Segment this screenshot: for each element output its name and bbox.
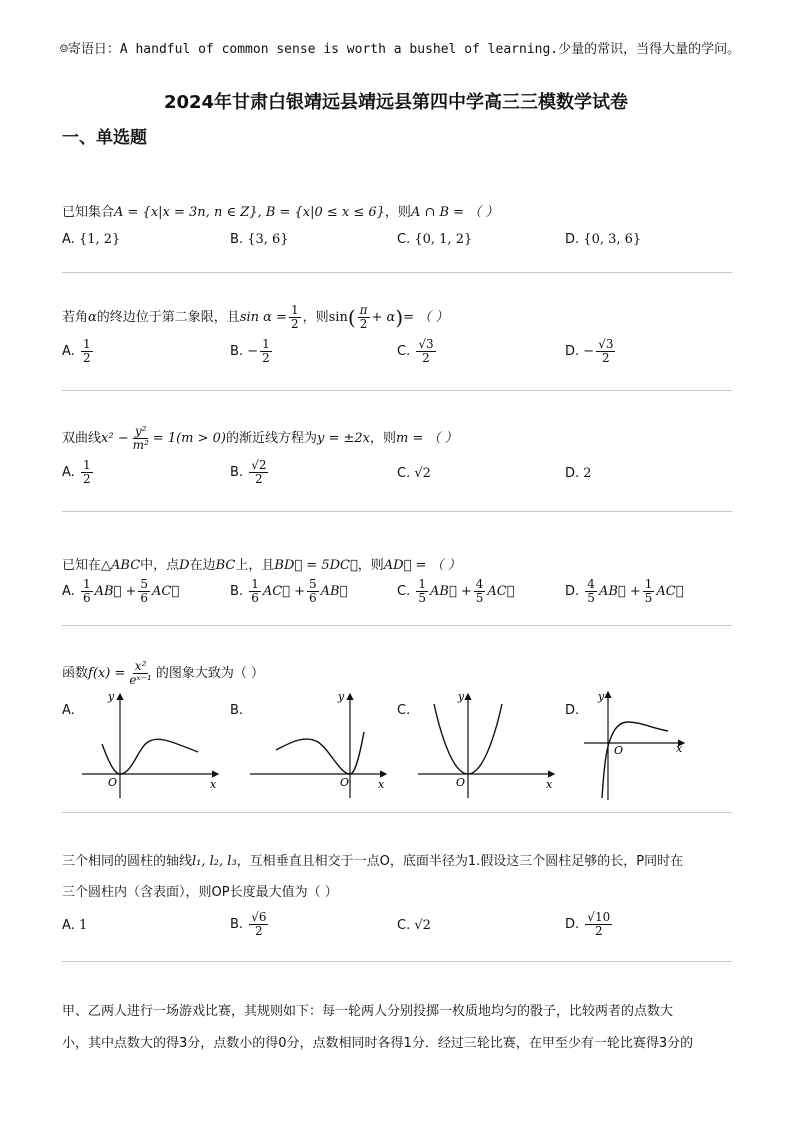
x-axis-label: x — [546, 778, 553, 791]
y-axis-label: y — [598, 690, 605, 703]
q4-option-d[interactable]: D. $\frac{4}{5}$ AB⃗ + $\frac{1}{5}$ AC⃗ — [565, 577, 684, 605]
question-7-stem-line1: 甲、乙两人进行一场游戏比赛，其规则如下：每一轮两人分别投掷一枚质地均匀的骰子，比较两者的点数大 — [62, 1004, 674, 1019]
question-6-stem-line2: 三个圆柱内（含表面），则OP长度最大值为（ ） — [62, 885, 338, 900]
divider — [62, 272, 732, 273]
q2-option-b[interactable]: B. − $\frac{1}{2}$ — [230, 337, 270, 365]
x-axis-label: x — [676, 742, 683, 755]
q6-option-a[interactable]: A. 1 — [62, 918, 88, 933]
q6-option-b[interactable]: B. $\frac{√6}{2}$ — [230, 910, 267, 938]
origin-label: O — [456, 776, 466, 789]
question-2-stem: 若角α的终边位于第二象限，且sin α = $\frac{1}{2}$ ，则sin( $\frac{\pi}{2}$ + α)= （ ） — [62, 303, 449, 331]
question-4-stem: 已知在△ABC中，点D在边BC上，且BD⃗ = 5DC⃗，则AD⃗ = （ ） — [62, 558, 461, 573]
q5-graph-c — [416, 690, 561, 800]
motto-line: ☺寄语日：A handful of common sense is worth a bushel of learning.少量的常识，当得大量的学问。 — [60, 42, 741, 57]
question-7-stem-line2: 小，其中点数大的得3分，点数小的得0分，点数相同时各得1分．经过三轮比赛，在甲至少有一轮比赛得3分的 — [62, 1036, 694, 1051]
q6-option-d[interactable]: D. $\frac{√10}{2}$ — [565, 910, 611, 938]
q2-option-a[interactable]: A. $\frac{1}{2}$ — [62, 337, 91, 365]
origin-label: O — [108, 776, 118, 789]
q5-option-d[interactable]: D. — [565, 703, 580, 718]
question-3-stem: 双曲线x² − $\frac{\text{y²}}{\text{m²}}$ = 1(m > 0)的渐近线方程为y = ±2x，则m = （ ） — [62, 424, 458, 452]
curve — [276, 732, 364, 774]
y-axis-label: y — [458, 690, 465, 703]
question-5-stem: 函数f(x) = $\frac{\text{x²}}{\text{eˣ⁻¹}}$ 的图象大致为（ ） — [62, 659, 264, 687]
q2-option-d[interactable]: D. − $\frac{√3}{2}$ — [565, 337, 614, 365]
origin-label: O — [614, 744, 624, 757]
q5-graph-a — [80, 690, 225, 800]
q5-option-c[interactable]: C. — [397, 703, 411, 718]
y-axis-label: y — [338, 690, 345, 703]
q1-option-c[interactable]: C. {0, 1, 2} — [397, 232, 473, 247]
curve — [602, 722, 668, 798]
question-1-stem: 已知集合A = {x|x = 3n, n ∈ Z}, B = {x|0 ≤ x ≤ 6}，则A ∩ B = （ ） — [62, 205, 499, 220]
q1-option-b[interactable]: B. {3, 6} — [230, 232, 289, 247]
q4-option-c[interactable]: C. $\frac{1}{5}$ AB⃗ + $\frac{4}{5}$ AC⃗ — [397, 577, 515, 605]
divider — [62, 961, 732, 962]
x-axis-label: x — [378, 778, 385, 791]
q5-option-b[interactable]: B. — [230, 703, 244, 718]
q6-option-c[interactable]: C. √2 — [397, 918, 431, 933]
divider — [62, 390, 732, 391]
q4-option-a[interactable]: A. $\frac{1}{6}$ AB⃗ + $\frac{5}{6}$ AC⃗ — [62, 577, 180, 605]
q4-option-b[interactable]: B. $\frac{1}{6}$ AC⃗ + $\frac{5}{6}$ AB⃗ — [230, 577, 348, 605]
y-axis-label: y — [108, 690, 115, 703]
q5-graph-d — [582, 688, 692, 803]
page-title: 2024年甘肃白银靖远县靖远县第四中学高三三模数学试卷 — [163, 92, 629, 113]
q1-option-a[interactable]: A. {1, 2} — [62, 232, 121, 247]
q3-option-d[interactable]: D. 2 — [565, 466, 592, 481]
divider — [62, 625, 732, 626]
q3-option-c[interactable]: C. √2 — [397, 466, 431, 481]
q1-option-d[interactable]: D. {0, 3, 6} — [565, 232, 642, 247]
section-heading: 一、单选题 — [62, 128, 147, 148]
q3-option-a[interactable]: A. $\frac{1}{2}$ — [62, 458, 91, 486]
q2-option-c[interactable]: C. $\frac{√3}{2}$ — [397, 337, 434, 365]
divider — [62, 812, 732, 813]
q3-option-b[interactable]: B. $\frac{√2}{2}$ — [230, 458, 267, 486]
origin-label: O — [340, 776, 350, 789]
x-axis-label: x — [210, 778, 217, 791]
q5-option-a[interactable]: A. — [62, 703, 75, 718]
divider — [62, 511, 732, 512]
curve — [102, 739, 198, 774]
question-6-stem-line1: 三个相同的圆柱的轴线l₁, l₂, l₃，互相垂直且相交于一点O，底面半径为1.假设这三个圆柱足够的长，P同时在 — [62, 854, 684, 869]
q5-graph-b — [248, 690, 393, 800]
